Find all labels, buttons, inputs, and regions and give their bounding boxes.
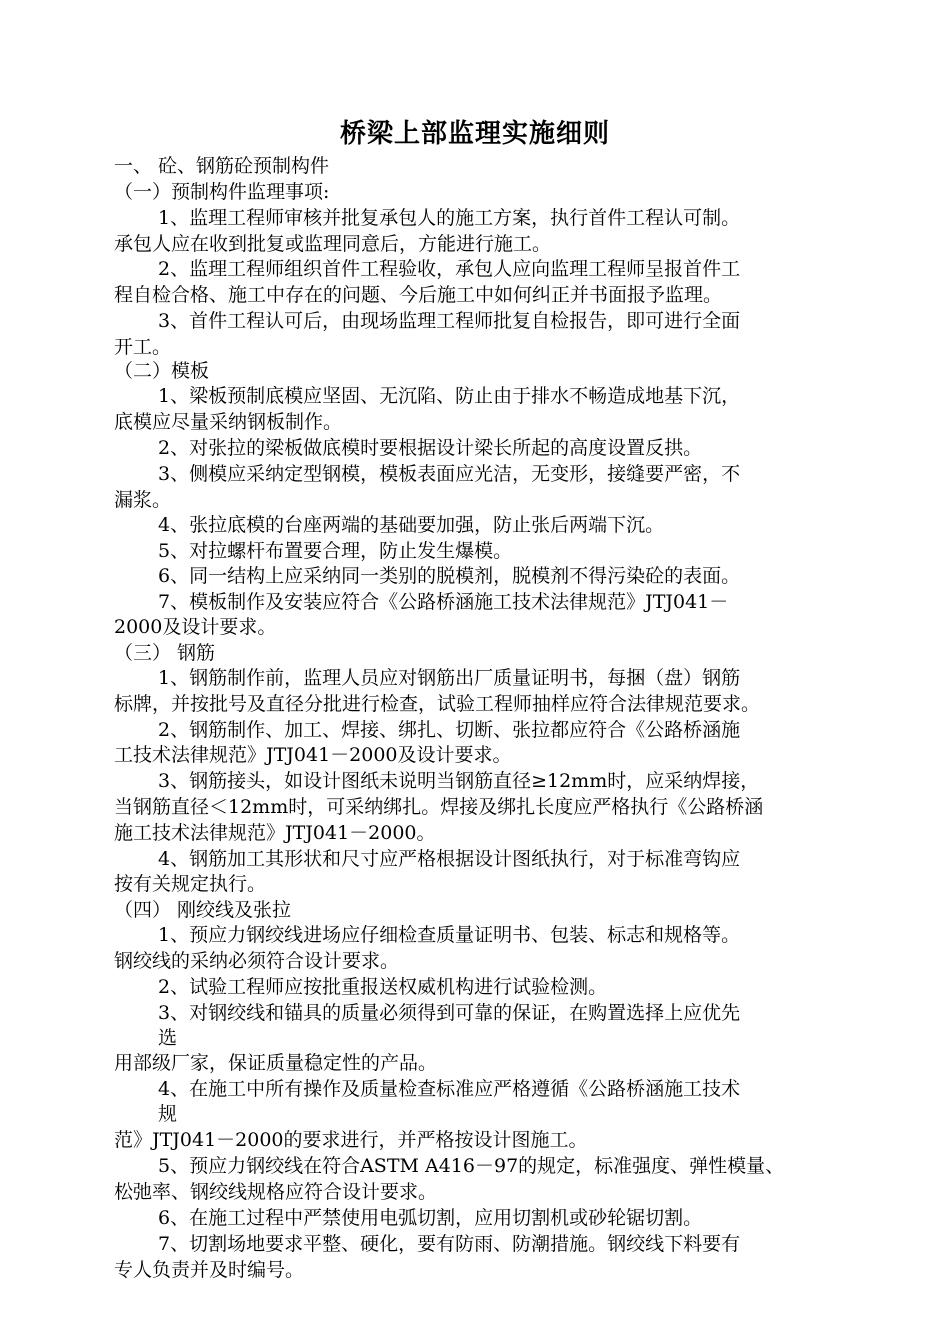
paragraph-line: 底模应尽量采纳钢板制作。 (114, 411, 343, 433)
paragraph-line: 选 (158, 1027, 178, 1049)
paragraph-line: 范》JTJ041－2000的要求进行，并严格按设计图施工。 (114, 1129, 588, 1151)
paragraph-line: 4、钢筋加工其形状和尺寸应严格根据设计图纸执行，对于标准弯钩应 (158, 848, 741, 870)
paragraph-line: 程自检合格、施工中存在的问题、今后施工中如何纠正并书面报予监理。 (114, 284, 723, 306)
paragraph-line: 1、预应力钢绞线进场应仔细检查质量证明书、包装、标志和规格等。 (158, 924, 741, 946)
paragraph-line: 2000及设计要求。 (114, 616, 277, 638)
paragraph-line: 3、钢筋接头，如设计图纸未说明当钢筋直径≥12mm时，应采纳焊接， (158, 770, 760, 792)
paragraph-line: 4、在施工中所有操作及质量检查标准应严格遵循《公路桥涵施工技术 (158, 1078, 741, 1100)
paragraph-line: 专人负责并及时编号。 (114, 1259, 305, 1281)
paragraph-line: 1、梁板预制底模应坚固、无沉陷、防止由于排水不畅造成地基下沉， (158, 385, 741, 407)
paragraph-line: 钢绞线的采纳必须符合设计要求。 (114, 950, 400, 972)
paragraph-line: 5、对拉螺杆布置要合理，防止发生爆模。 (158, 540, 513, 562)
paragraph-line: 用部级厂家，保证质量稳定性的产品。 (114, 1052, 438, 1074)
paragraph-line: 3、首件工程认可后，由现场监理工程师批复自检报告，即可进行全面 (158, 310, 741, 332)
subsection-heading: （四） 刚绞线及张拉 (114, 899, 292, 921)
document-title: 桥梁上部监理实施细则 (339, 119, 610, 149)
paragraph-line: 3、对钢绞线和锚具的质量必须得到可靠的保证，在购置选择上应优先 (158, 1002, 741, 1024)
paragraph-line: 3、侧模应采纳定型钢模，模板表面应光洁，无变形，接缝要严密，不 (158, 463, 741, 485)
paragraph-line: 当钢筋直径＜12mm时，可采纳绑扎。焊接及绑扎长度应严格执行《公路桥涵 (114, 796, 764, 818)
paragraph-line: 漏浆。 (114, 489, 172, 511)
paragraph-line: 2、试验工程师应按批重报送权威机构进行试验检测。 (158, 976, 608, 998)
paragraph-line: 1、监理工程师审核并批复承包人的施工方案，执行首件工程认可制。 (158, 207, 741, 229)
paragraph-line: 5、预应力钢绞线在符合ASTM A416－97的规定，标准强度、弹性模量、 (158, 1155, 785, 1177)
paragraph-line: 开工。 (114, 336, 172, 358)
paragraph-line: 标牌，并按批号及直径分批进行检查，试验工程师抽样应符合法律规范要求。 (114, 693, 761, 715)
subsection-heading: （三） 钢筋 (114, 642, 216, 664)
paragraph-line: 7、切割场地要求平整、硬化，要有防雨、防潮措施。钢绞线下料要有 (158, 1233, 741, 1255)
paragraph-line: 按有关规定执行。 (114, 873, 267, 895)
subsection-heading: （一）预制构件监理事项: (114, 181, 330, 203)
paragraph-line: 7、模板制作及安装应符合《公路桥涵施工技术法律规范》JTJ041－ (158, 591, 729, 613)
paragraph-line: 工技术法律规范》JTJ041－2000及设计要求。 (114, 744, 512, 766)
paragraph-line: 2、监理工程师组织首件工程验收，承包人应向监理工程师呈报首件工 (158, 258, 741, 280)
paragraph-line: 2、钢筋制作、加工、焊接、绑扎、切断、张拉都应符合《公路桥涵施 (158, 719, 741, 741)
paragraph-line: 4、张拉底模的台座两端的基础要加强，防止张后两端下沉。 (158, 514, 665, 536)
paragraph-line: 承包人应在收到批复或监理同意后，方能进行施工。 (114, 233, 552, 255)
paragraph-line: 6、在施工过程中严禁使用电弧切割，应用切割机或砂轮锯切割。 (158, 1207, 703, 1229)
paragraph-line: 施工技术法律规范》JTJ041－2000。 (114, 822, 436, 844)
paragraph-line: 规 (158, 1103, 178, 1125)
section-heading: 一、 砼、钢筋砼预制构件 (114, 155, 330, 177)
paragraph-line: 6、同一结构上应采纳同一类别的脱模剂，脱模剂不得污染砼的表面。 (158, 565, 741, 587)
paragraph-line: 1、钢筋制作前，监理人员应对钢筋出厂质量证明书，每捆（盘）钢筋 (158, 667, 741, 689)
paragraph-line: 松弛率、钢绞线规格应符合设计要求。 (114, 1181, 438, 1203)
subsection-heading: （二）模板 (114, 360, 210, 382)
paragraph-line: 2、对张拉的梁板做底模时要根据设计梁长所起的高度设置反拱。 (158, 437, 703, 459)
